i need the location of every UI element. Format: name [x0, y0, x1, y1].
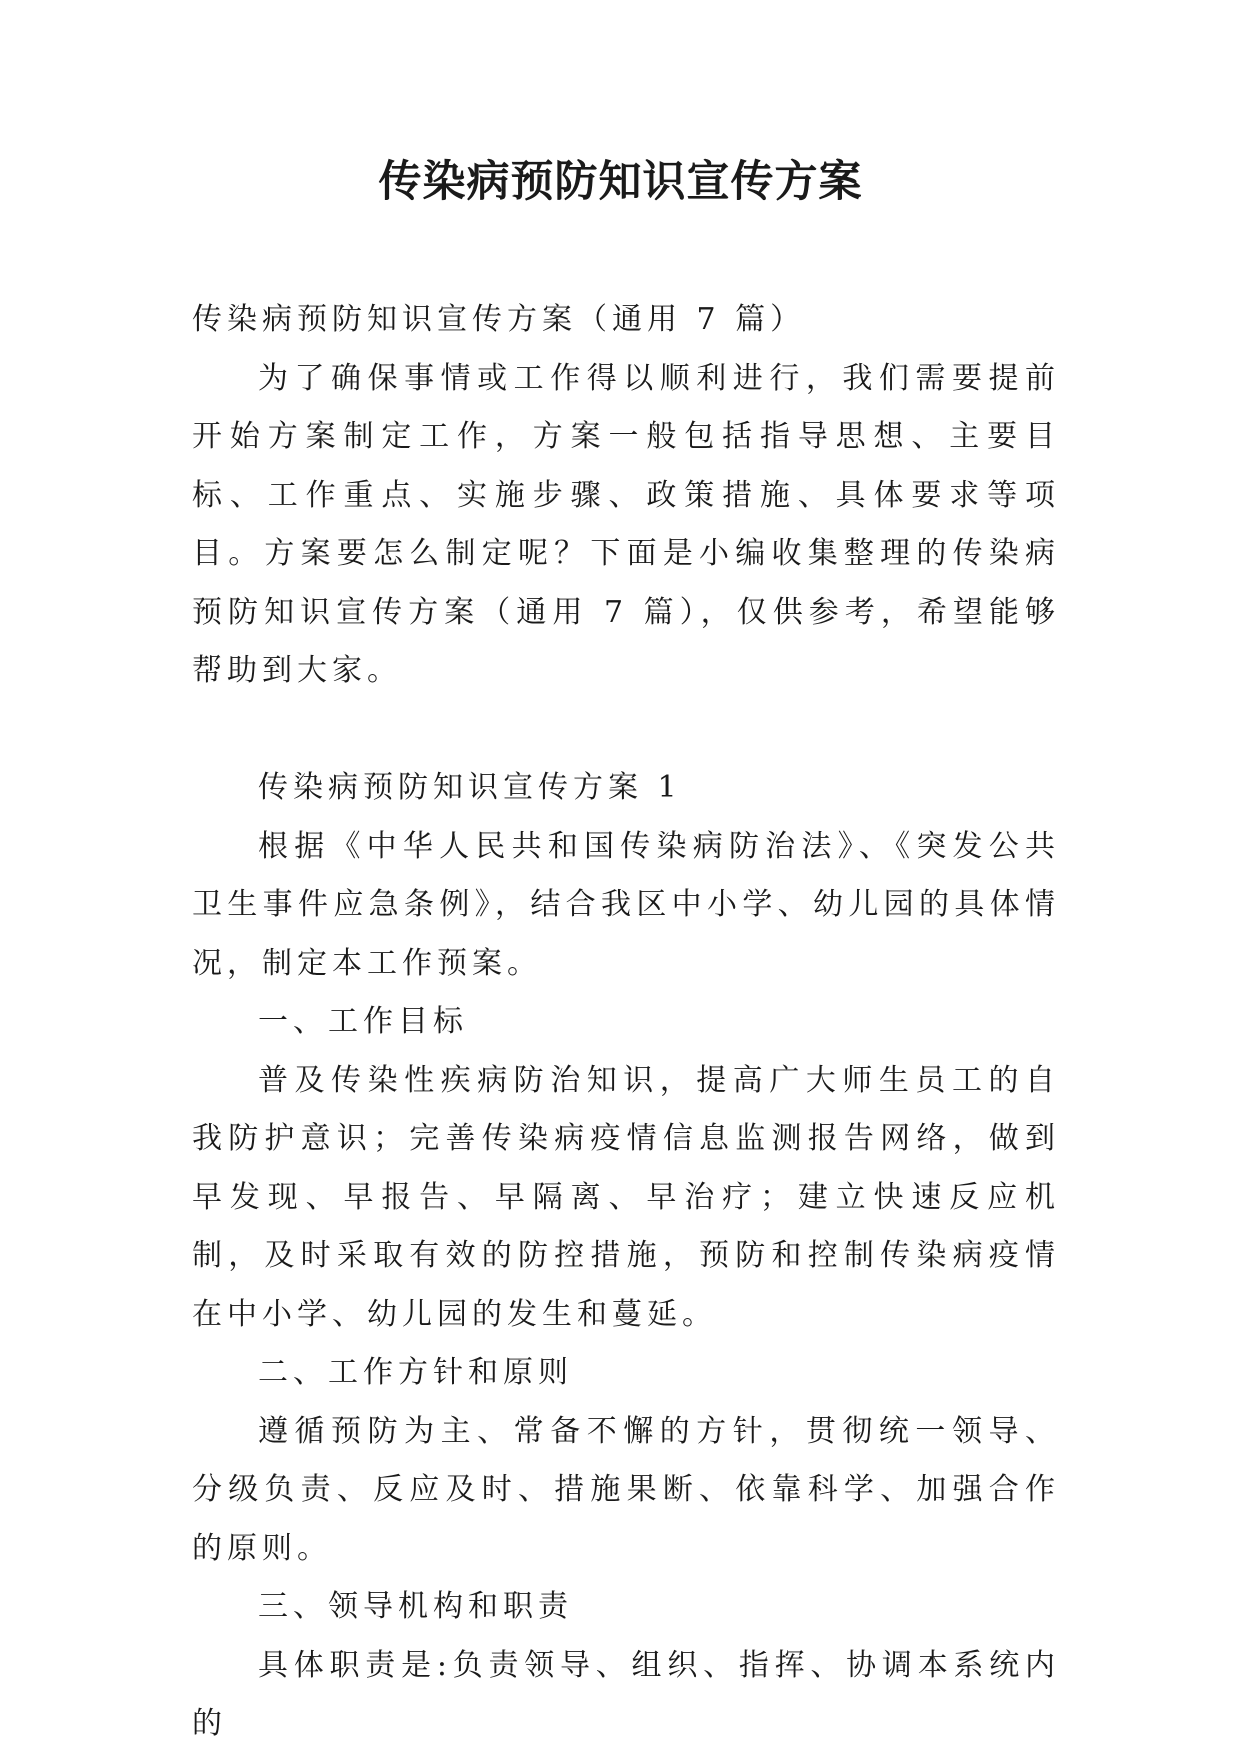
- section-heading: 传染病预防知识宣传方案 1: [258, 770, 682, 805]
- subsection-heading-org: 三、领导机构和职责: [258, 1589, 573, 1624]
- paragraph-org: 具体职责是:负责领导、组织、指挥、协调本系统内的: [192, 1647, 1060, 1741]
- document-body: [192, 291, 1060, 1754]
- subsection-heading-principle: 二、工作方针和原则: [258, 1355, 573, 1390]
- paragraph-principle: 遵循预防为主、常备不懈的方针，贯彻统一领导、分级负责、反应及时、措施果断、依靠科学、加强合作的原则。: [192, 1413, 1060, 1566]
- document-title: 传染病预防知识宣传方案: [378, 157, 863, 207]
- paragraph: 根据《中华人民共和国传染病防治法》、《突发公共卫生事件应急条例》，结合我区中小学、幼儿园的具体情况，制定本工作预案。: [192, 828, 1060, 981]
- paragraph-goal: 普及传染性疾病防治知识，提高广大师生员工的自我防护意识；完善传染病疫情信息监测报告网络，做到早发现、早报告、早隔离、早治疗；建立快速反应机制，及时采取有效的防控措施，预防和控制传染病疫情在中小学、幼儿园的发生和蔓延。: [192, 1062, 1060, 1332]
- document-subtitle: 传染病预防知识宣传方案（通用 7 篇）: [192, 302, 806, 337]
- subsection-heading-goal: 一、工作目标: [258, 1004, 468, 1039]
- intro-paragraph: 为了确保事情或工作得以顺利进行，我们需要提前开始方案制定工作，方案一般包括指导思想、主要目标、工作重点、实施步骤、政策措施、具体要求等项目。方案要怎么制定呢？下面是小编收集整理的传染病预防知识宣传方案（通用 7 篇），仅供参考，希望能够帮助到大家。: [192, 360, 1060, 688]
- spacer: [192, 701, 1060, 760]
